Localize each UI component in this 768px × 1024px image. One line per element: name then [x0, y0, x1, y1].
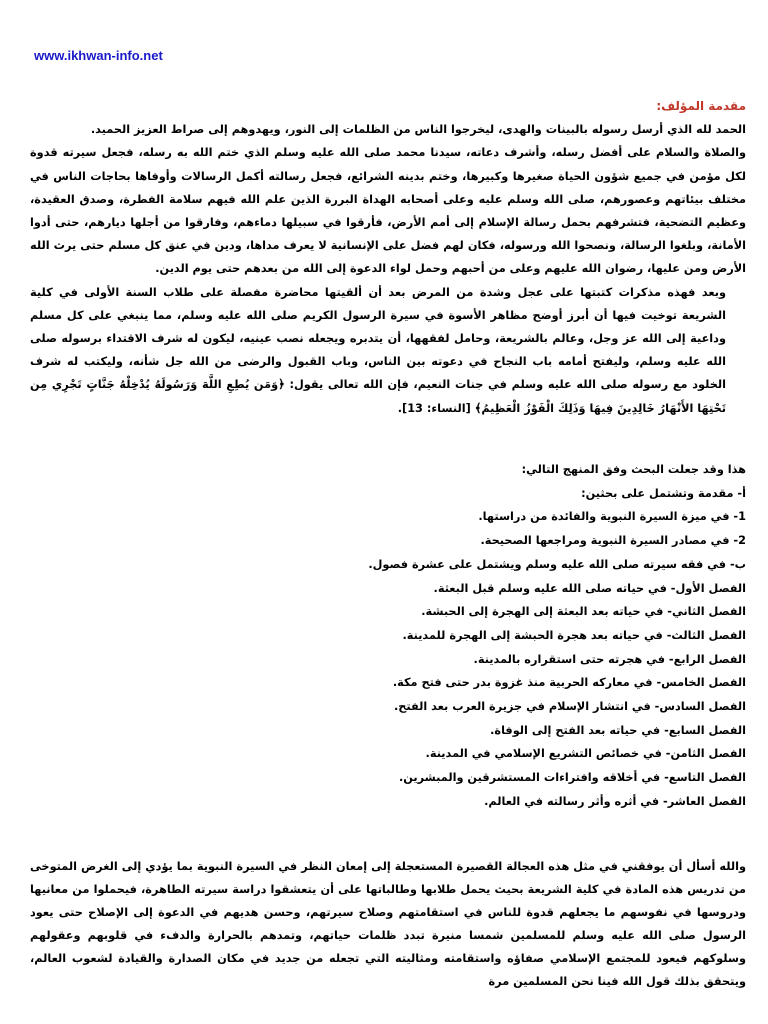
outline-item: ب- في فقه سيرته صلى الله عليه وسلم ويشتمل على عشرة فصول.: [368, 557, 746, 571]
intro-paragraph: وبعد فهذه مذكرات كتبتها على عجل وشدة من المرض بعد أن ألقيتها محاضرة مفصلة على طلاب السنة الأولى في كلية الشريعة توخيت فيها أن أبرز أوضح مظاهر الأسوة في سيرة الرسول الكريم صلى الله عليه وسلم، مما ينبغي على كل مسلم وداعية إلى الله عز وجل، وعالم بالشريعة، وحامل لفقهها، أن يتدبره ويجعله نصب عينيه، ليكون له شرف الاقتداء برسوله صلى الله عليه وسلم، وليفتح أمامه باب النجاح في دعوته بين الناس، وباب القبول والرضى من الله جل شأنه، وليكتب له شرف الخلود مع رسوله صلى الله عليه وسلم في جنات النعيم، فإن الله تعالى يقول: ﴿وَمَن يُطِعِ اللَّهَ وَرَسُولَهُ يُدْخِلْهُ جَنَّاتٍ تَجْرِي مِن تَحْتِهَا الأَنْهَارُ خَالِدِينَ فِيهَا وَذَلِكَ الْفَوْزُ الْعَظِيمُ﴾ [النساء: 13].: [30, 285, 726, 415]
closing-paragraph: والله أسأل أن يوفقني في مثل هذه العجالة القصيرة المستعجلة إلى إمعان النظر في السيرة النبوية بما يؤدي إلى الغرض المتوخى من تدريس هذه المادة في كلية الشريعة بحيث يحمل طلابها وطالباتها على أن يتعشقوا دراسة سيرته الطاهرة، فيحملوا من معانيها ودروسها في نفوسهم ما يجعلهم قدوة للناس في استقامتهم وصلاح سيرتهم، وحسن هديهم في الدعوة إلى الإصلاح حتى يعود الرسول صلى الله عليه وسلم للمسلمين شمسا منيرة تبدد ظلمات حياتهم، وتمدهم بالحرارة والدفء في قلوبهم وعقولهم وسلوكهم فيعود للمجتمع الإسلامي صفاؤه واستقامته ومثاليته التي تجعله من جديد في مكان الصدارة والقيادة لشعوب العالم، ويتحقق بذلك قول الله فينا نحن المسلمين مرة: [30, 860, 746, 988]
outline-item: الفصل السابع- في حياته بعد الفتح إلى الوفاة.: [490, 723, 746, 737]
outline-item: الفصل الخامس- في معاركه الحربية منذ غزوة بدر حتى فتح مكة.: [392, 676, 746, 690]
outline-item: أ- مقدمة وتشتمل على بحثين:: [581, 486, 746, 500]
outline-item: الفصل الثاني- في حياته بعد البعثة إلى الهجرة إلى الحبشة.: [421, 605, 746, 619]
site-link[interactable]: www.ikhwan-info.net: [34, 48, 163, 63]
outline-item: الفصل الرابع- في هجرته حتى استقراره بالمدينة.: [473, 652, 746, 666]
outline-item: الفصل الأول- في حياته صلى الله عليه وسلم قبل البعثة.: [433, 581, 746, 595]
outline-item: هذا وقد جعلت البحث وفق المنهج التالي:: [521, 463, 746, 476]
outline-item: الفصل العاشر- في أثره وأثر رسالته في العالم.: [484, 794, 746, 808]
section-heading: مقدمة المؤلف:: [656, 99, 746, 113]
outline-list: [30, 458, 746, 814]
outline-item: الفصل الثامن- في خصائص التشريع الإسلامي في المدينة.: [425, 747, 746, 761]
outline-item: الفصل الثالث- في حياته بعد هجرة الحبشة إلى الهجرة للمدينة.: [402, 628, 746, 642]
outline-item: الفصل التاسع- في أخلاقه وافتراءات المستشرقين والمبشرين.: [398, 771, 746, 785]
intro-paragraph: والصلاة والسلام على أفضل رسله، وأشرف دعاته، سيدنا محمد صلى الله عليه وسلم الذي ختم الله به رسله، فجعل سيرته قدوة لكل مؤمن في جميع شؤون الحياة صغيرها وكبيرها، وختم بدينه الشرائع، فجعل رسالته أكمل الرسالات وأوفاها بحاجات الناس في مختلف بيئاتهم وعصورهم، صلى الله وسلم عليه وعلى أصحابه الهداة البررة الذين علم الله فيهم سلامة الفطرة، وصدق العقيدة، وعظيم التضحية، فتشرفهم بحمل رسالة الإسلام إلى أمم الأرض، فأرقوا في سبيلها دماءهم، وفارقوا من أجلها ديارهم، حتى أدوا الأمانة، وبلغوا الرسالة، ونصحوا الله ورسوله، فكان لهم فضل على الإنسانية لا يعرف مداها، ودين في عنق كل مسلم حتى يرث الله الأرض ومن عليها، رضوان الله عليهم وعلى من أحبهم وحمل لواء الدعوة إلى الله من بعدهم حتى يوم الدين.: [30, 146, 746, 276]
intro-section: [30, 95, 746, 420]
intro-paragraph: الحمد لله الذي أرسل رسوله بالبينات والهدى، ليخرجوا الناس من الظلمات إلى النور، ويهدوهم إلى صراط العزيز الحميد.: [90, 123, 746, 137]
outline-item: الفصل السادس- في انتشار الإسلام في جزيرة العرب بعد الفتح.: [393, 700, 746, 714]
outline-item: 1- في ميزة السيرة النبوية والفائدة من دراستها.: [478, 510, 746, 524]
closing-section: [30, 855, 766, 993]
outline-item: 2- في مصادر السيرة النبوية ومراجعها الصحيحة.: [480, 534, 746, 548]
